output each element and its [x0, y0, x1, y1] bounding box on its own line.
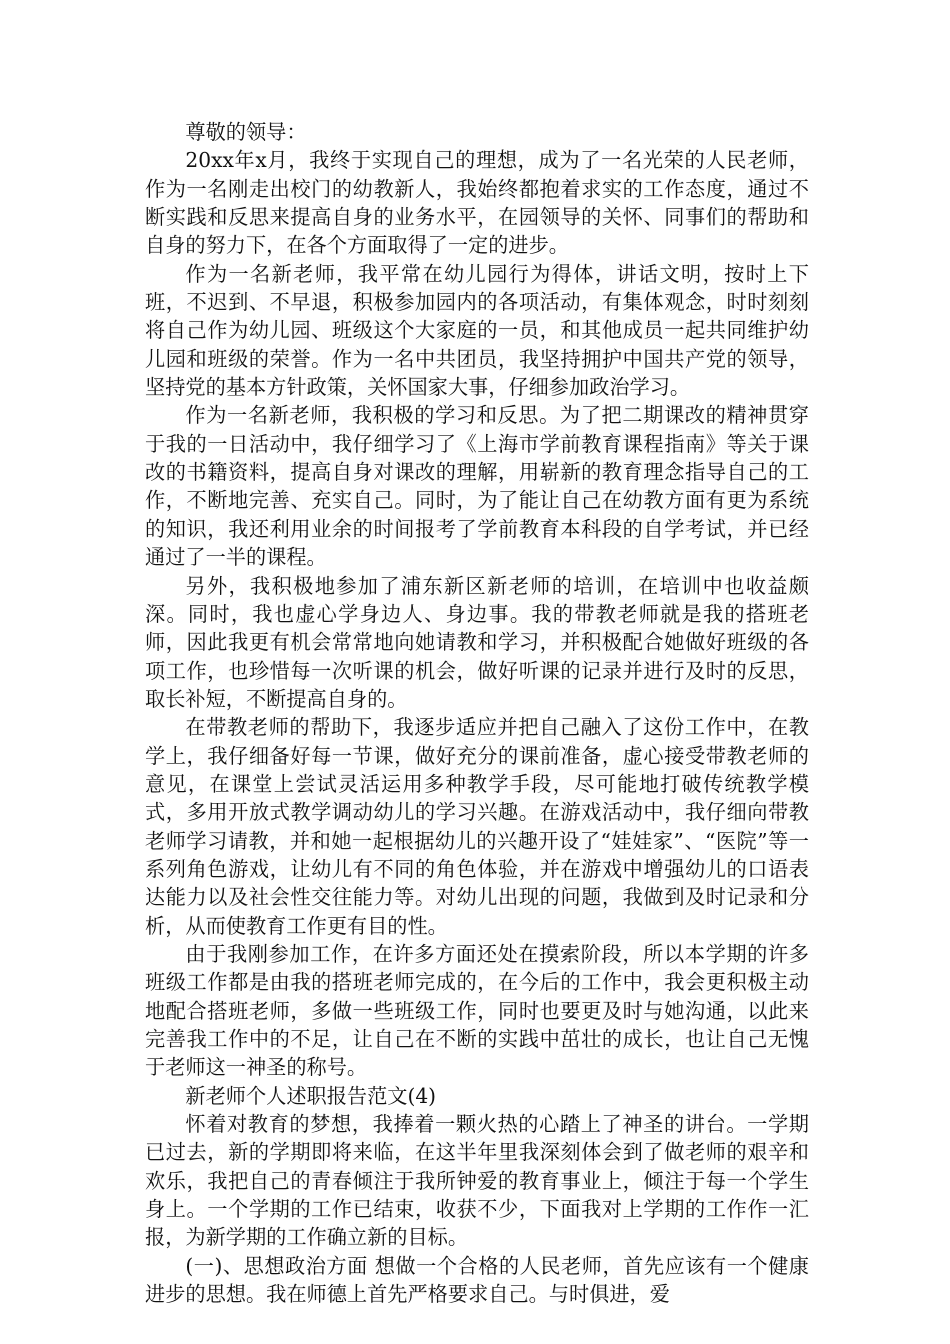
paragraph: 20xx年x月，我终于实现自己的理想，成为了一名光荣的人民老师，作为一名刚走出校门的幼教新人，我始终都抱着求实的工作态度，通过不断实践和反思来提高自身的业务水平，在园领导的关怀、同事们的帮助和自身的努力下，在各个方面取得了一定的进步。 — [145, 148, 809, 258]
paragraph: 作为一名新老师，我积极的学习和反思。为了把二期课改的精神贯穿于我的一日活动中，我仔细学习了《上海市学前教育课程指南》等关于课改的书籍资料，提高自身对课改的理解，用崭新的教育理念指导自己的工作，不断地完善、充实自己。同时，为了能让自己在幼教方面有更为系统的知识，我还利用业余的时间报考了学前教育本科段的自学考试，并已经通过了一半的课程。 — [145, 403, 809, 570]
paragraph: 怀着对教育的梦想，我捧着一颗火热的心踏上了神圣的讲台。一学期已过去，新的学期即将来临，在这半年里我深刻体会到了做老师的艰辛和欢乐，我把自己的青春倾注于我所钟爱的教育事业上，倾注于每一个学生身上。一个学期的工作已结束，收获不少，下面我对上学期的工作作一汇报，为新学期的工作确立新的目标。 — [145, 1112, 809, 1250]
paragraph: 在带教老师的帮助下，我逐步适应并把自己融入了这份工作中，在教学上，我仔细备好每一节课，做好充分的课前准备，虚心接受带教老师的意见，在课堂上尝试灵活运用多种教学手段，尽可能地打破传统教学模式，多用开放式教学调动幼儿的学习兴趣。在游戏活动中，我仔细向带教老师学习请教，并和她一起根据幼儿的兴趣开设了“娃娃家”、“医院”等一系列角色游戏，让幼儿有不同的角色体验，并在游戏中增强幼儿的口语表达能力以及社会性交往能力等。对幼儿出现的问题，我做到及时记录和分析，从而使教育工作更有目的性。 — [145, 715, 809, 938]
paragraph: (一)、思想政治方面 想做一个合格的人民老师，首先应该有一个健康进步的思想。我在师德上首先严格要求自己。与时俱进，爱 — [145, 1253, 809, 1307]
document-body — [145, 118, 809, 1308]
section-heading: 新老师个人述职报告范文(4) — [185, 1083, 437, 1108]
salutation: 尊敬的领导： — [185, 120, 307, 144]
paragraph: 作为一名新老师，我平常在幼儿园行为得体，讲话文明，按时上下班，不迟到、不早退，积极参加园内的各项活动，有集体观念，时时刻刻将自己作为幼儿园、班级这个大家庭的一员，和其他成员一起共同维护幼儿园和班级的荣誉。作为一名中共团员，我坚持拥护中国共产党的领导，坚持党的基本方针政策，关怀国家大事，仔细参加政治学习。 — [145, 261, 809, 400]
paragraph: 另外，我积极地参加了浦东新区新老师的培训，在培训中也收益颇深。同时，我也虚心学身边人、身边事。我的带教老师就是我的搭班老师，因此我更有机会常常地向她请教和学习，并积极配合她做好班级的各项工作，也珍惜每一次听课的机会，做好听课的记录并进行及时的反思，取长补短，不断提高自身的。 — [145, 573, 809, 711]
paragraph: 由于我刚参加工作，在许多方面还处在摸索阶段，所以本学期的许多班级工作都是由我的搭班老师完成的，在今后的工作中，我会更积极主动地配合搭班老师，多做一些班级工作，同时也要更及时与她沟通，以此来完善我工作中的不足，让自己在不断的实践中茁壮的成长，也让自己无愧于老师这一神圣的称号。 — [145, 941, 809, 1080]
